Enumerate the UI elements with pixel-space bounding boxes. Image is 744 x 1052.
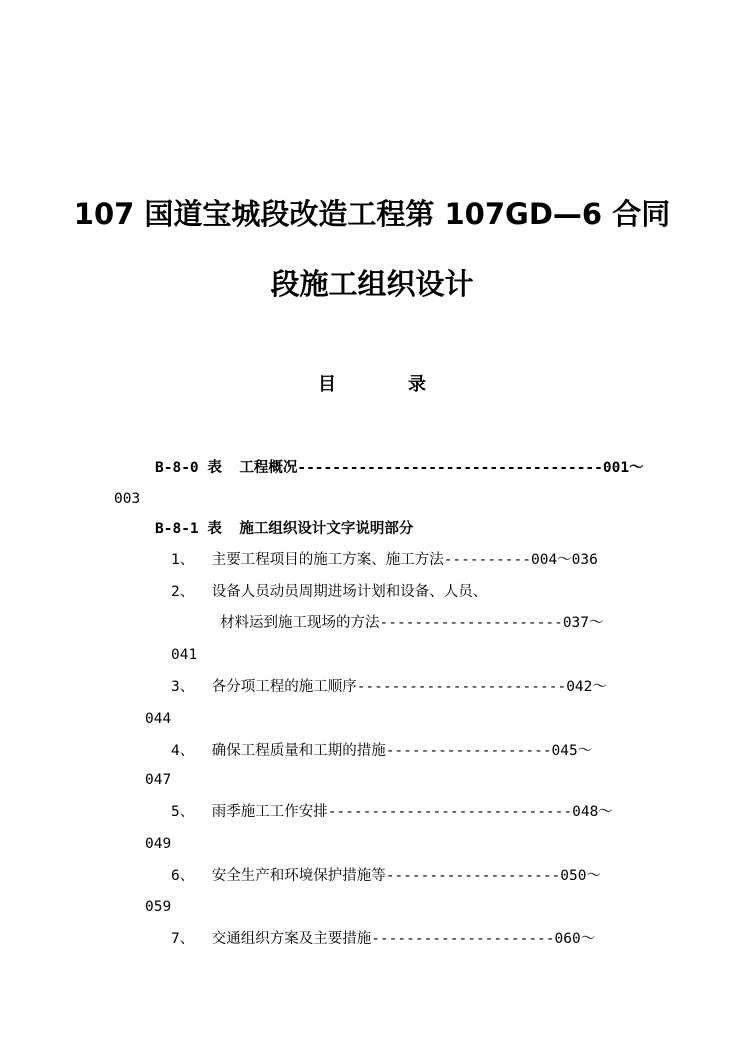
- toc-entry-6-pages-cont: 059: [145, 899, 172, 915]
- toc-entry-3-pages-cont: 044: [145, 711, 172, 727]
- toc-entry-5-pages-cont: 049: [145, 836, 172, 852]
- toc-entry-b80-pages-cont: 003: [114, 491, 141, 507]
- toc-entry-7: 7、 交通组织方案及主要措施---------------------060～: [171, 931, 596, 947]
- toc-entry-3: 3、 各分项工程的施工顺序------------------------042～: [171, 679, 607, 695]
- toc-entry-4: 4、 确保工程质量和工期的措施-------------------045～: [171, 743, 593, 759]
- toc-entry-4-pages-cont: 047: [145, 772, 172, 788]
- toc-entry-2-cont: 材料运到施工现场的方法---------------------037～: [220, 615, 604, 631]
- toc-entry-5: 5、 雨季施工工作安排----------------------------048～: [171, 804, 613, 820]
- document-title-line-2: 段施工组织设计: [270, 267, 474, 301]
- document-title-line-1: 107 国道宝城段改造工程第 107GD—6 合同: [73, 197, 671, 231]
- toc-heading-right: 录: [408, 374, 426, 395]
- toc-entry-6: 6、 安全生产和环境保护措施等--------------------050～: [171, 868, 601, 884]
- toc-entry-b81: B-8-1 表 施工组织设计文字说明部分: [155, 521, 414, 537]
- toc-entry-1: 1、 主要工程项目的施工方案、施工方法----------004～036: [171, 552, 598, 568]
- toc-entry-2: 2、 设备人员动员周期进场计划和设备、人员、: [171, 584, 488, 600]
- toc-entry-2-pages-cont: 041: [171, 647, 198, 663]
- toc-heading-left: 目: [318, 374, 336, 395]
- toc-entry-b80: B-8-0 表 工程概况-----------------------------------001～: [155, 460, 644, 476]
